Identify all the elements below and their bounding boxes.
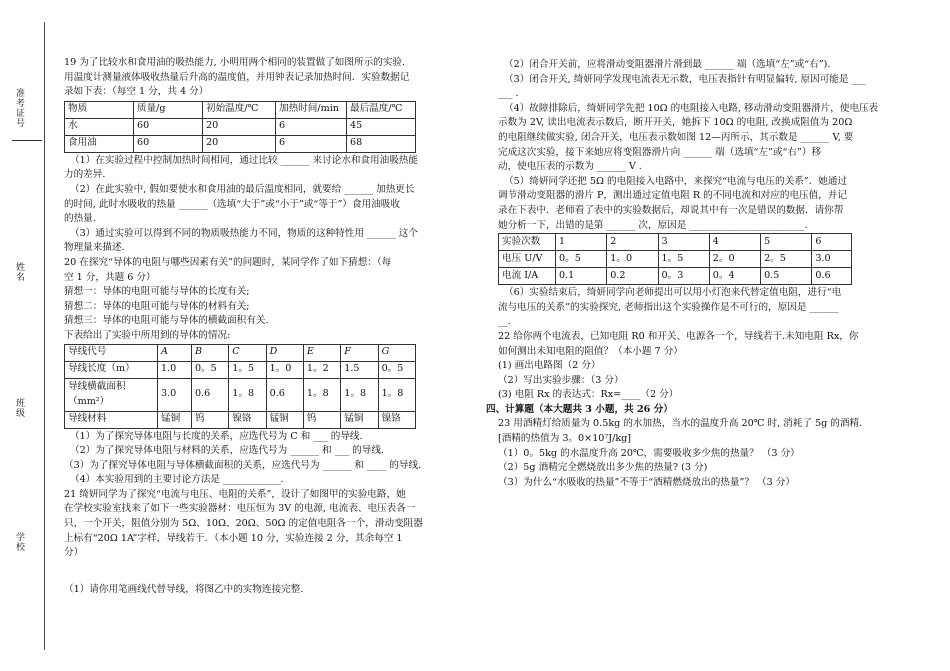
table-cell: 钨 bbox=[191, 411, 228, 428]
text-line: [酒精的热值为 3。0×10⁷J/kg] bbox=[498, 433, 632, 445]
binding-label-class: 班级 bbox=[14, 398, 24, 418]
table-cell: F bbox=[341, 344, 378, 361]
table-cell: 20 bbox=[203, 118, 276, 135]
table-cell: 0。5 bbox=[191, 361, 228, 378]
table-cell: 3.0 bbox=[812, 251, 852, 268]
table-cell: 0。4 bbox=[709, 268, 760, 285]
text-line: （4）本实验用到的主要讨论方法是 ____________. bbox=[70, 474, 284, 486]
text-line: (3) 电阻 Rx 的表达式：Rx=____（2 分） bbox=[498, 389, 679, 401]
table-cell: 食用油 bbox=[65, 135, 134, 152]
table-cell: 钨 bbox=[303, 411, 340, 428]
table-cell: 0.1 bbox=[556, 268, 607, 285]
table-row bbox=[499, 268, 852, 285]
q23-text bbox=[498, 417, 908, 490]
binding-label-exam-id: 准考证号 bbox=[14, 88, 24, 128]
table-cell: 实验次数 bbox=[499, 234, 556, 251]
text-line: 流与电压的关系”的实验探究, 老师指出这个实验操作是不可行的，原因是 ______ bbox=[498, 301, 839, 313]
text-line: （4）故障排除后，绮妍同学先把 10Ω 的电阻接入电路, 移动滑动变阻器滑片，使电压表 bbox=[504, 102, 879, 114]
table-cell: 4 bbox=[709, 234, 760, 251]
text-line: 22 给你两个电流表，已知电阻 R0 和开关、电源各一个，导线若干.未知电阻 Rx，你 bbox=[498, 330, 859, 342]
table-cell: 1.5 bbox=[341, 361, 378, 378]
binding-line bbox=[44, 22, 45, 650]
table-cell: 镍铬 bbox=[378, 411, 415, 428]
table-cell: 0.6 bbox=[266, 378, 303, 411]
table-header-cell: 物质 bbox=[65, 101, 134, 118]
table-header-cell: 最后温度/℃ bbox=[347, 101, 416, 118]
q20-conductor-table bbox=[64, 344, 416, 429]
table-header-cell: 初始温度/℃ bbox=[203, 101, 276, 118]
section-4-title: 四、计算题（本大题共 3 小题，共 26 分） bbox=[486, 403, 673, 415]
table-cell: 导线长度（m） bbox=[65, 361, 158, 378]
table-cell: 锰铜 bbox=[341, 411, 378, 428]
table-cell: 0。5 bbox=[378, 361, 415, 378]
table-row bbox=[65, 118, 416, 135]
table-cell: 电流 I/A bbox=[499, 268, 556, 285]
binding-label-name: 姓名 bbox=[14, 262, 24, 282]
text-line: （2）5g 酒精完全燃烧放出多少焦的热量? (3 分) bbox=[498, 462, 708, 474]
q21-experiment-table bbox=[498, 233, 852, 285]
text-line: 下表给出了实验中所用到的导体的情况: bbox=[64, 329, 231, 341]
table-cell: B bbox=[191, 344, 228, 361]
table-cell: 1。0 bbox=[266, 361, 303, 378]
text-line: 23 用酒精灯给质量为 0.5kg 的水加热，当水的温度升高 20℃ 时, 消耗了 5g 的酒精． bbox=[498, 418, 869, 430]
q19-parts bbox=[64, 154, 478, 256]
right-column bbox=[486, 58, 908, 490]
text-line: 猜想一：导体的电阻可能与导体的长度有关; bbox=[64, 286, 250, 298]
text-line: （1）为了探究导体电阻与长度的关系，应选代号为 C 和 ___ 的导线. bbox=[70, 430, 363, 442]
text-line: 物理量来描述. bbox=[64, 242, 125, 254]
table-cell: 导线横截面积（mm²） bbox=[65, 378, 158, 411]
table-cell: 0.5 bbox=[761, 268, 812, 285]
text-line: (1) 画出电路图（2 分） bbox=[498, 360, 601, 372]
text-line: 的时间, 此时水吸收的热量 ______（选填“大于”或“小于”或“等于”）食用油吸收 bbox=[64, 198, 400, 210]
text-line: 只，一个开关，阻值分别为 5Ω、10Ω、20Ω、50Ω 的定值电阻各一个，滑动变阻器 bbox=[64, 518, 423, 530]
q21-parts-b bbox=[498, 286, 908, 330]
q21-part1: （1）请你用笔画线代替导线，将图乙中的实物连接完整. bbox=[64, 583, 304, 595]
table-cell: 0。5 bbox=[556, 251, 607, 268]
table-cell: 2。0 bbox=[709, 251, 760, 268]
table-header-cell: 加热时间/min bbox=[276, 101, 347, 118]
text-line: 如何测出未知电阻的阻值？（本小题 7 分） bbox=[498, 345, 683, 357]
table-cell: 水 bbox=[65, 118, 134, 135]
text-line: 上标有“20Ω 1A”字样，导线若干．（本小题 10 分，实验连接 2 分，其余每空 1 bbox=[64, 532, 403, 544]
text-line: ___ . bbox=[498, 88, 519, 100]
left-column bbox=[64, 56, 478, 597]
table-row bbox=[65, 344, 416, 361]
text-line: （3）为什么“水吸收的热量”不等于“酒精燃烧放出的热量”？ （3 分） bbox=[498, 476, 795, 488]
table-header-cell: 质量/g bbox=[134, 101, 203, 118]
binding-margin bbox=[0, 0, 52, 671]
text-line: 示数为 2V, 读出电流表示数后，断开开关，她拆下 10Ω 的电阻, 改换成阻值为 20Ω bbox=[498, 117, 853, 129]
text-line: 空 1 分，共题 6 分） bbox=[64, 271, 156, 283]
table-cell: 锰铜 bbox=[158, 411, 192, 428]
table-cell: 1。5 bbox=[229, 361, 266, 378]
q21-text bbox=[64, 488, 478, 561]
table-cell: A bbox=[158, 344, 192, 361]
text-line: 猜想二：导体的电阻可能与导体的材料有关; bbox=[64, 300, 250, 312]
text-line: 录在下表中．老师看了表中的实验数据后，却说其中有一次是错误的数据．请你帮 bbox=[498, 204, 844, 216]
text-line: 动，使电压表的示数为 ______ V . bbox=[498, 161, 642, 173]
table-cell: 镍铬 bbox=[229, 411, 266, 428]
table-cell: 1 bbox=[556, 234, 607, 251]
q21-parts-a bbox=[498, 58, 908, 233]
table-cell: 1.0 bbox=[158, 361, 192, 378]
text-line: 20 在探究“导体的电阻与哪些因素有关”的问题时，某同学作了如下猜想：（每 bbox=[64, 256, 392, 268]
text-line: （2）在此实验中, 假如要使水和食用油的最后温度相同，就要给 ______ 加热更长 bbox=[70, 183, 415, 195]
text-line: __. bbox=[498, 316, 511, 328]
table-cell: 0。3 bbox=[658, 268, 709, 285]
q20-parts bbox=[64, 430, 478, 488]
table-cell: 2 bbox=[607, 234, 658, 251]
table-cell: 电压 U/V bbox=[499, 251, 556, 268]
table-row bbox=[499, 234, 852, 251]
table-cell: 0.6 bbox=[191, 378, 228, 411]
table-cell: 0.6 bbox=[812, 268, 852, 285]
text-line: （2）写出实验步骤：（3 分） bbox=[498, 374, 624, 386]
table-cell: 20 bbox=[203, 135, 276, 152]
table-row bbox=[65, 361, 416, 378]
table-cell: 1。8 bbox=[229, 378, 266, 411]
text-line: 调节滑动变阻器的滑片 P，测出通过定值电阻 R 的不同电流和对应的电压值，并记 bbox=[498, 190, 848, 202]
text-line: 21 绮妍同学为了探究“电流与电压、电阻的关系”，设计了如图甲的实验电路，她 bbox=[64, 488, 406, 500]
table-cell: 1。2 bbox=[303, 361, 340, 378]
text-line: 19 为了比较水和食用油的吸热能力, 小明用两个相同的装置做了如图所示的实验. bbox=[64, 57, 405, 68]
table-cell: 68 bbox=[347, 135, 416, 152]
table-row bbox=[65, 135, 416, 152]
table-cell: 1。5 bbox=[658, 251, 709, 268]
text-line: （6）实验结束后，绮妍同学向老师提出可以用小灯泡来代替定值电阻，进行“电 bbox=[504, 287, 842, 299]
text-line: 的热量. bbox=[64, 213, 96, 225]
table-cell: 6 bbox=[276, 118, 347, 135]
table-cell: 导线代号 bbox=[65, 344, 158, 361]
text-line: 完成这次实验，接下来她应将变阻器滑片向 ______ 端（选填“左”或“右”）移 bbox=[498, 146, 822, 158]
table-cell: 2。5 bbox=[761, 251, 812, 268]
table-cell: 1。8 bbox=[303, 378, 340, 411]
text-line: 力的差异． bbox=[64, 169, 112, 181]
binding-label-school: 学校 bbox=[14, 532, 24, 552]
q22-text bbox=[498, 330, 908, 403]
table-cell: 导线材料 bbox=[65, 411, 158, 428]
table-cell: 锰铜 bbox=[266, 411, 303, 428]
exam-id-field[interactable] bbox=[12, 140, 42, 141]
table-cell: 0.2 bbox=[607, 268, 658, 285]
text-line: （2）闭合开关前，应将滑动变阻器滑片滑到最 ______ 端（选填“左”或“右”). bbox=[504, 59, 831, 70]
table-cell: 1。8 bbox=[341, 378, 378, 411]
table-row bbox=[65, 411, 416, 428]
table-cell: 60 bbox=[134, 135, 203, 152]
q19-text bbox=[64, 56, 478, 100]
text-line: （2）为了探究导体电阻与材料的关系，应选代号为 ______ 和 ___ 的导线. bbox=[70, 445, 384, 457]
text-line: 录如下表：（每空 1 分，共 4 分） bbox=[64, 86, 209, 98]
text-line: （1）0。5kg 的水温度升高 20℃，需要吸收多少焦的热量？ （3 分） bbox=[498, 447, 800, 459]
text-line: （3）闭合开关, 绮妍同学发现电流表无示数，电压表指针有明显偏转, 原因可能是 ___ bbox=[504, 73, 866, 85]
q20-text bbox=[64, 256, 478, 344]
table-cell: D bbox=[266, 344, 303, 361]
text-line: 她分析一下，出错的是第 ______ 次，原因是 ________________________. bbox=[498, 219, 808, 231]
table-row bbox=[65, 378, 416, 411]
table-cell: C bbox=[229, 344, 266, 361]
table-cell: 1。0 bbox=[607, 251, 658, 268]
table-header-row bbox=[65, 101, 416, 118]
text-line: 分） bbox=[64, 547, 84, 559]
table-cell: G bbox=[378, 344, 415, 361]
text-line: （3）为了探究导体电阻与导体横截面积的关系，应选代号为 ______ 和 ____ 的导线. bbox=[64, 459, 422, 471]
text-line: 猜想三：导体的电阻可能与导体的横截面积有关. bbox=[64, 315, 269, 327]
table-cell: 1。8 bbox=[378, 378, 415, 411]
text-line: 的电阻继续做实验, 闭合开关，电压表示数如图 12—丙所示，其示数是 ______ V, 要 bbox=[498, 131, 854, 143]
table-cell: 60 bbox=[134, 118, 203, 135]
text-line: 在学校实验室找来了如下一些实验器材：电压恒为 3V 的电源, 电流表、电压表各一 bbox=[64, 503, 416, 515]
text-line: （3）通过实验可以得到不同的物质吸热能力不同，物质的这种特性用 ______ 这个 bbox=[70, 227, 418, 239]
table-cell: 6 bbox=[812, 234, 852, 251]
table-row bbox=[499, 251, 852, 268]
table-cell: 3 bbox=[658, 234, 709, 251]
text-line: （5）绮妍同学还把 5Ω 的电阻接入电路中，来探究“电流与电压的关系”．她通过 bbox=[504, 175, 848, 187]
table-cell: 45 bbox=[347, 118, 416, 135]
table-cell: 5 bbox=[761, 234, 812, 251]
table-cell: 6 bbox=[276, 135, 347, 152]
q19-data-table bbox=[64, 101, 416, 153]
table-cell: 3.0 bbox=[158, 378, 192, 411]
text-line: （1）在实验过程中控制加热时间相同，通过比较 ______ 来讨论水和食用油吸热能 bbox=[70, 154, 418, 166]
table-cell: E bbox=[303, 344, 340, 361]
text-line: 用温度计测量液体吸收热量后升高的温度值，并用钟表记录加热时间．实验数据记 bbox=[64, 71, 410, 83]
